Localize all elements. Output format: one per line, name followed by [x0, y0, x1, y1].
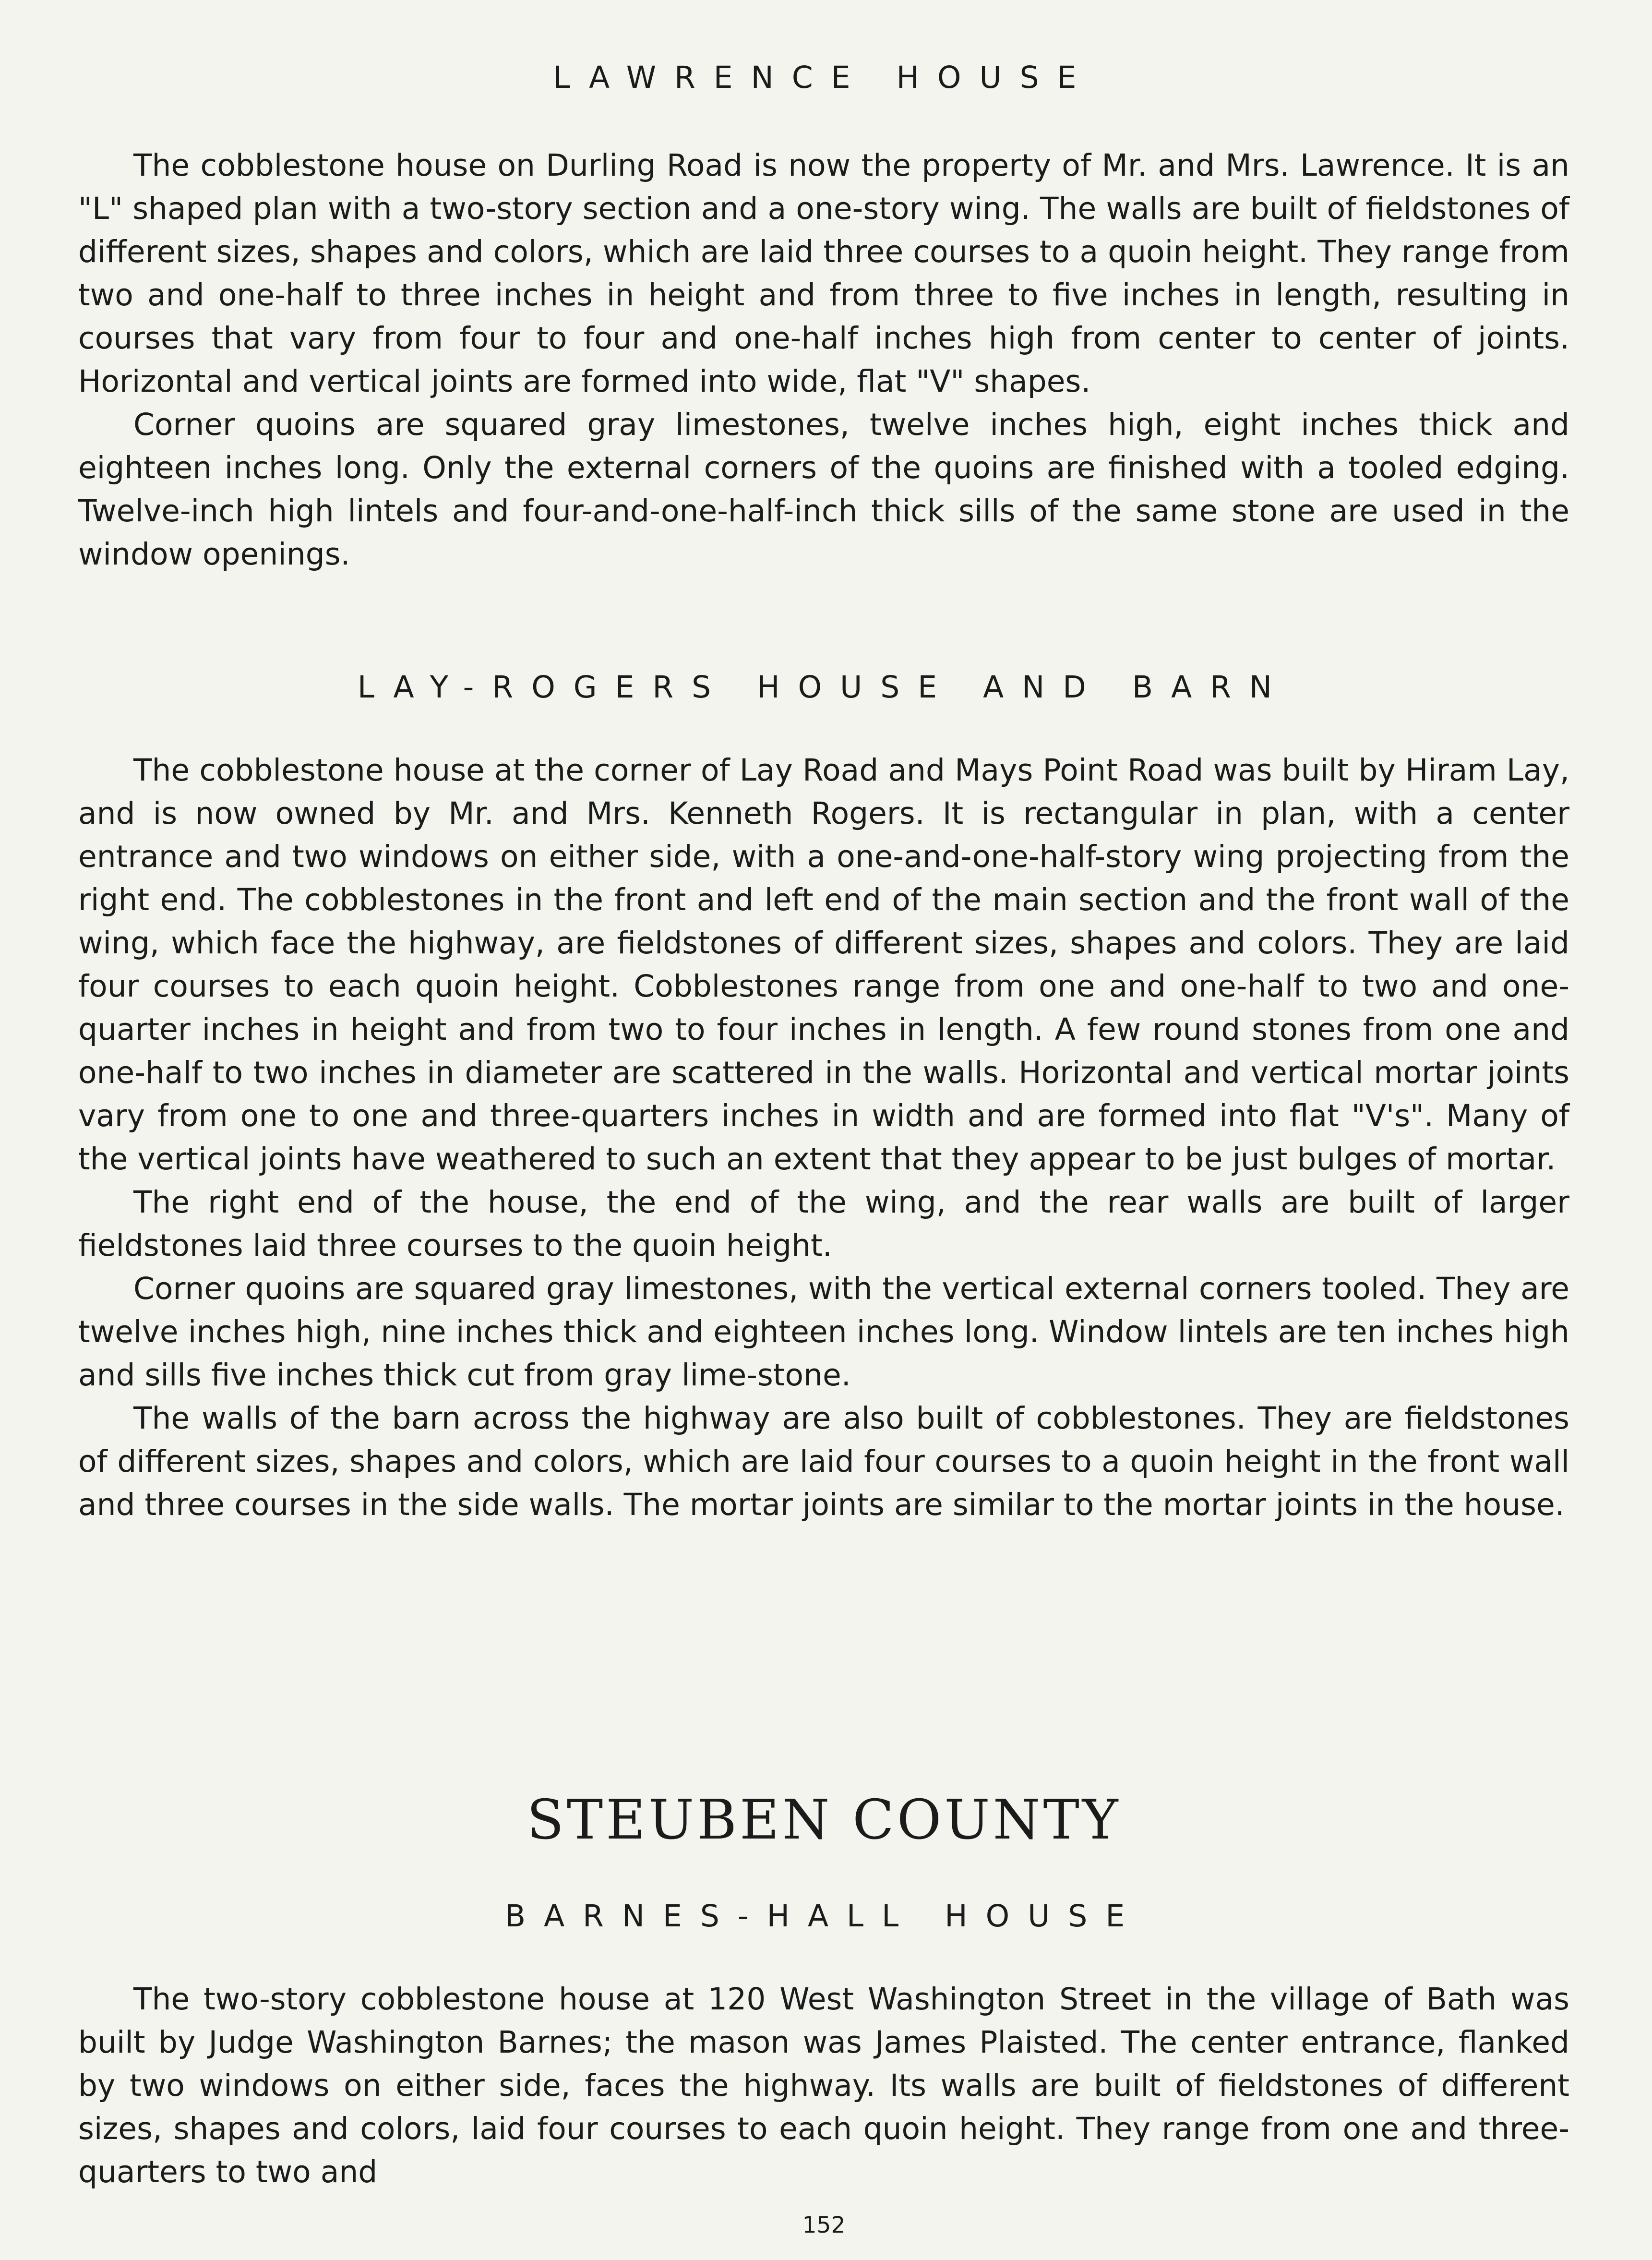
lawrence-paragraph-2: Corner quoins are squared gray limestones, twelve inches high, eight inches thick and eighteen inches long. Only the external corners of the quoins are finished with a tooled edging. Twelve-inch high lintels and four-and-one-half-inch thick sills of the same stone are used in the window openings.	[78, 407, 1569, 572]
document-page	[78, 0, 1569, 2260]
barnes-hall-paragraph-1: The two-story cobblestone house at 120 West Washington Street in the village of Bath was built by Judge Washington Barnes; the mason was James Plaisted. The center entrance, flanked by two windows on either side, faces the highway. Its walls are built of fieldstones of different sizes, shapes and colors, laid four courses to each quoin height. They range from one and three-quarters to two and	[78, 1982, 1569, 2189]
lawrence-house-heading: LAWRENCE HOUSE	[553, 60, 1095, 95]
lay-rogers-heading: LAY-ROGERS HOUSE AND BARN	[357, 670, 1291, 705]
county-title: STEUBEN COUNTY	[527, 1788, 1121, 1851]
lay-rogers-paragraph-1: The cobblestone house at the corner of Lay Road and Mays Point Road was built by Hiram Lay, and is now owned by Mr. and Mrs. Kenneth Rogers. It is rectangular in plan, with a center entrance and two windows on either side, with a one-and-one-half-story wing projecting from the right end. The cobblestones in the front and left end of the main section and the front wall of the wing, which face the highway, are fieldstones of different sizes, shapes and colors. They are laid four courses to each quoin height. Cobblestones range from one and one-half to two and one-quarter inches in height and from two to four inches in length. A few round stones from one and one-half to two inches in diameter are scattered in the walls. Horizontal and vertical mortar joints vary from one to one and three-quarters inches in width and are formed into flat "V's". Many of the vertical joints have weathered to such an extent that they appear to be just bulges of mortar.	[78, 753, 1569, 1177]
lay-rogers-paragraph-3: Corner quoins are squared gray limestones, with the vertical external corners tooled. They are twelve inches high, nine inches thick and eighteen inches long. Window lintels are ten inches high and sills five inches thick cut from gray lime-stone.	[78, 1271, 1569, 1393]
lawrence-house-body	[78, 144, 1569, 576]
lay-rogers-paragraph-2: The right end of the house, the end of the wing, and the rear walls are built of larger fieldstones laid three courses to the quoin height.	[78, 1185, 1569, 1263]
barnes-hall-body	[78, 1978, 1569, 2194]
barnes-hall-heading: BARNES-HALL HOUSE	[504, 1899, 1143, 1934]
lawrence-paragraph-1: The cobblestone house on Durling Road is now the property of Mr. and Mrs. Lawrence. It is an "L" shaped plan with a two-story section and a one-story wing. The walls are built of fieldstones of different sizes, shapes and colors, which are laid three courses to a quoin height. They range from two and one-half to three inches in height and from three to five inches in length, resulting in courses that vary from four to four and one-half inches high from center to center of joints. Horizontal and vertical joints are formed into wide, flat "V" shapes.	[78, 148, 1569, 399]
lay-rogers-paragraph-4: The walls of the barn across the highway are also built of cobblestones. They are fieldstones of different sizes, shapes and colors, which are laid four courses to a quoin height in the front wall and three courses in the side walls. The mortar joints are similar to the mortar joints in the house.	[78, 1401, 1569, 1522]
page-number: 152	[802, 2212, 846, 2238]
lay-rogers-body	[78, 749, 1569, 1527]
